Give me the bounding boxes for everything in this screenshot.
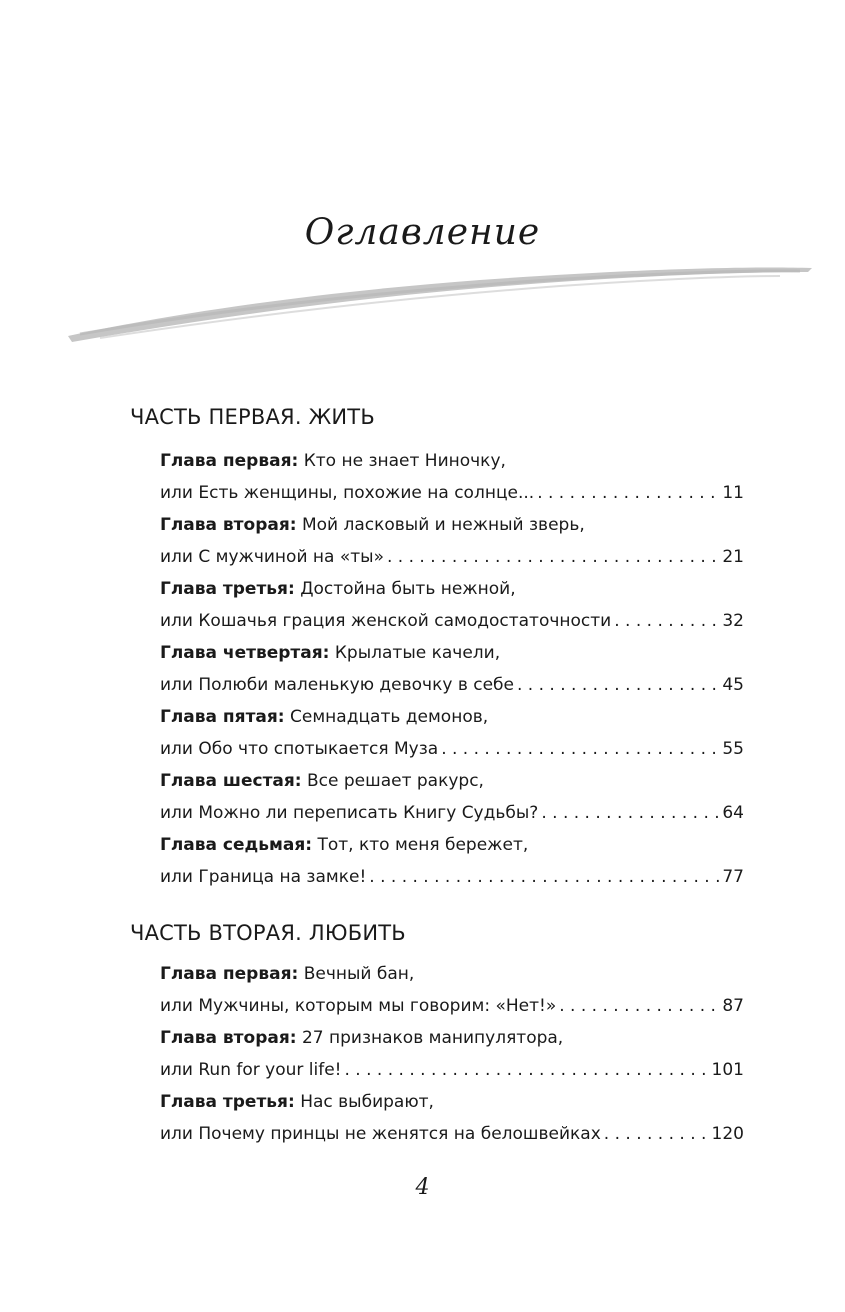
page-ref: 101 (711, 1060, 744, 1080)
dot-leader (514, 669, 722, 701)
chapter-title: Достойна быть нежной, (300, 579, 516, 599)
chapter-title: Нас выбирают, (300, 1092, 434, 1112)
chapter-label: Глава вторая: (160, 515, 297, 535)
page-ref: 120 (711, 1124, 744, 1144)
toc-entry[interactable] (160, 829, 744, 893)
toc-entry[interactable] (160, 573, 744, 637)
chapter-subtitle: или Почему принцы не женятся на белошвейках (160, 1124, 601, 1144)
chapter-label: Глава третья: (160, 579, 295, 599)
chapter-title: Тот, кто меня бережет, (317, 835, 529, 855)
dot-leader (601, 1118, 712, 1150)
chapter-title: Вечный бан, (303, 964, 415, 984)
page-ref: 32 (722, 611, 744, 631)
brush-stroke-divider (60, 252, 820, 347)
chapter-label: Глава шестая: (160, 771, 302, 791)
dot-leader (384, 541, 722, 573)
part-title: ЧАСТЬ ПЕРВАЯ. ЖИТЬ (130, 405, 375, 429)
chapter-label: Глава четвертая: (160, 643, 330, 663)
chapter-subtitle: или Есть женщины, похожие на солнце... (160, 483, 535, 503)
chapter-title: Крылатые качели, (334, 643, 501, 663)
toc-entry[interactable] (160, 1086, 744, 1150)
page-ref: 55 (722, 739, 744, 759)
dot-leader (438, 733, 722, 765)
page-number: 4 (415, 1175, 430, 1200)
chapter-title: Семнадцать демонов, (290, 707, 489, 727)
page-ref: 64 (722, 803, 744, 823)
dot-leader (341, 1054, 711, 1086)
chapter-label: Глава пятая: (160, 707, 285, 727)
dot-leader (534, 477, 722, 509)
part-title: ЧАСТЬ ВТОРАЯ. ЛЮБИТЬ (130, 921, 406, 945)
toc-entry[interactable] (160, 637, 744, 701)
chapter-subtitle: или Мужчины, которым мы говорим: «Нет!» (160, 996, 557, 1016)
chapter-title: Кто не знает Ниночку, (303, 451, 506, 471)
dot-leader (538, 797, 722, 829)
chapter-title: 27 признаков манипулятора, (301, 1028, 564, 1048)
toc-entry[interactable] (160, 701, 744, 765)
chapter-subtitle: или Полюби маленькую девочку в себе (160, 675, 514, 695)
chapter-subtitle: или Кошачья грация женской самодостаточности (160, 611, 612, 631)
chapter-label: Глава третья: (160, 1092, 295, 1112)
chapter-label: Глава седьмая: (160, 835, 313, 855)
dot-leader (611, 605, 722, 637)
toc-entry[interactable] (160, 958, 744, 1022)
page-ref: 45 (722, 675, 744, 695)
page-ref: 87 (722, 996, 744, 1016)
chapter-label: Глава первая: (160, 451, 299, 471)
chapter-label: Глава первая: (160, 964, 299, 984)
chapter-subtitle: или Обо что спотыкается Муза (160, 739, 439, 759)
chapter-title: Все решает ракурс, (307, 771, 484, 791)
page-ref: 21 (722, 547, 744, 567)
dot-leader (366, 861, 722, 893)
page-ref: 77 (722, 867, 744, 887)
chapter-title: Мой ласковый и нежный зверь, (301, 515, 585, 535)
chapter-subtitle: или Run for your life! (160, 1060, 342, 1080)
toc-entry[interactable] (160, 765, 744, 829)
page-title: Оглавление (304, 212, 541, 253)
dot-leader (556, 990, 722, 1022)
chapter-subtitle: или Граница на замке! (160, 867, 367, 887)
toc-entry[interactable] (160, 445, 744, 509)
toc-entry[interactable] (160, 509, 744, 573)
chapter-label: Глава вторая: (160, 1028, 297, 1048)
chapter-subtitle: или Можно ли переписать Книгу Судьбы? (160, 803, 539, 823)
toc-entry[interactable] (160, 1022, 744, 1086)
chapter-subtitle: или С мужчиной на «ты» (160, 547, 384, 567)
page-ref: 11 (722, 483, 744, 503)
